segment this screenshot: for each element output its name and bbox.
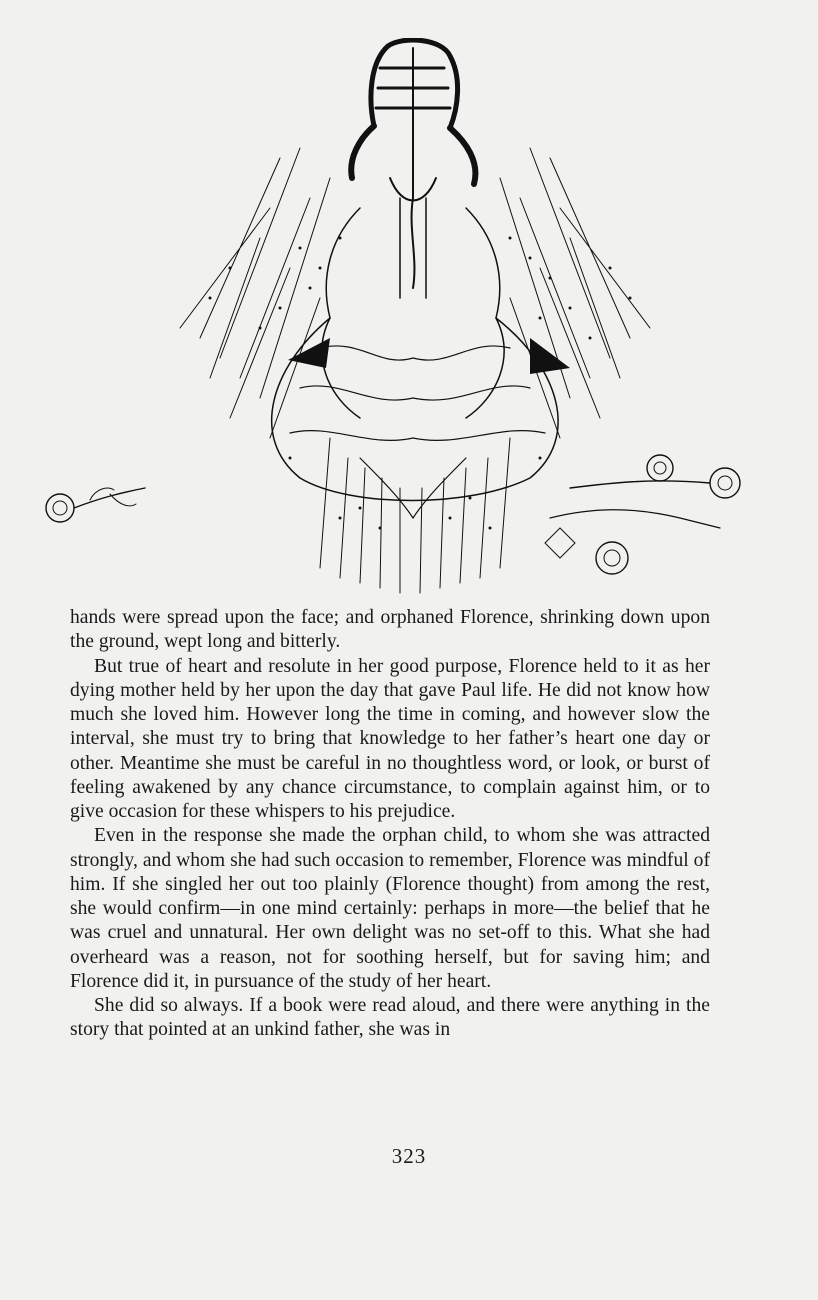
- paragraph-4: She did so always. If a book were read aloud, and there were anything in the story that pointed at an unkind father, she was in: [70, 995, 710, 1041]
- page-number: 323: [391, 1144, 427, 1168]
- paragraph-1: hands were spread upon the face; and orphaned Florence, shrinking down upon the ground, wept long and bitterly.: [70, 607, 710, 653]
- body-text: [70, 606, 710, 1043]
- paragraph-3: Even in the response she made the orphan child, to whom she was attracted strongly, and whom she had such occasion to remember, Florence was mindful of him. If she singled her out too plainly (Florence thought) from among the rest, she would confirm—in one mind certainly: perhaps in more—the belief that he was cruel and unnatural. Her own delight was no set-off to this. What she had overheard was a reason, not for soothing herself, but for saving him; and Florence did it, in pursuance of the study of her heart.: [70, 825, 710, 992]
- illustration-grieving-woman-in-reeds-icon: [30, 38, 760, 613]
- paragraph-2: But true of heart and resolute in her good purpose, Florence held to it as her dying mother held by her upon the day that gave Paul life. He did not know how much she loved him. However long the time in coming, and however slow the interval, she must try to bring that knowledge to her father’s heart one day or other. Meantime she must be careful in no thoughtless word, or look, or burst of feeling awakened by any chance circumstance, to complain against him, or to give occasion for these whispers to his prejudice.: [70, 655, 710, 822]
